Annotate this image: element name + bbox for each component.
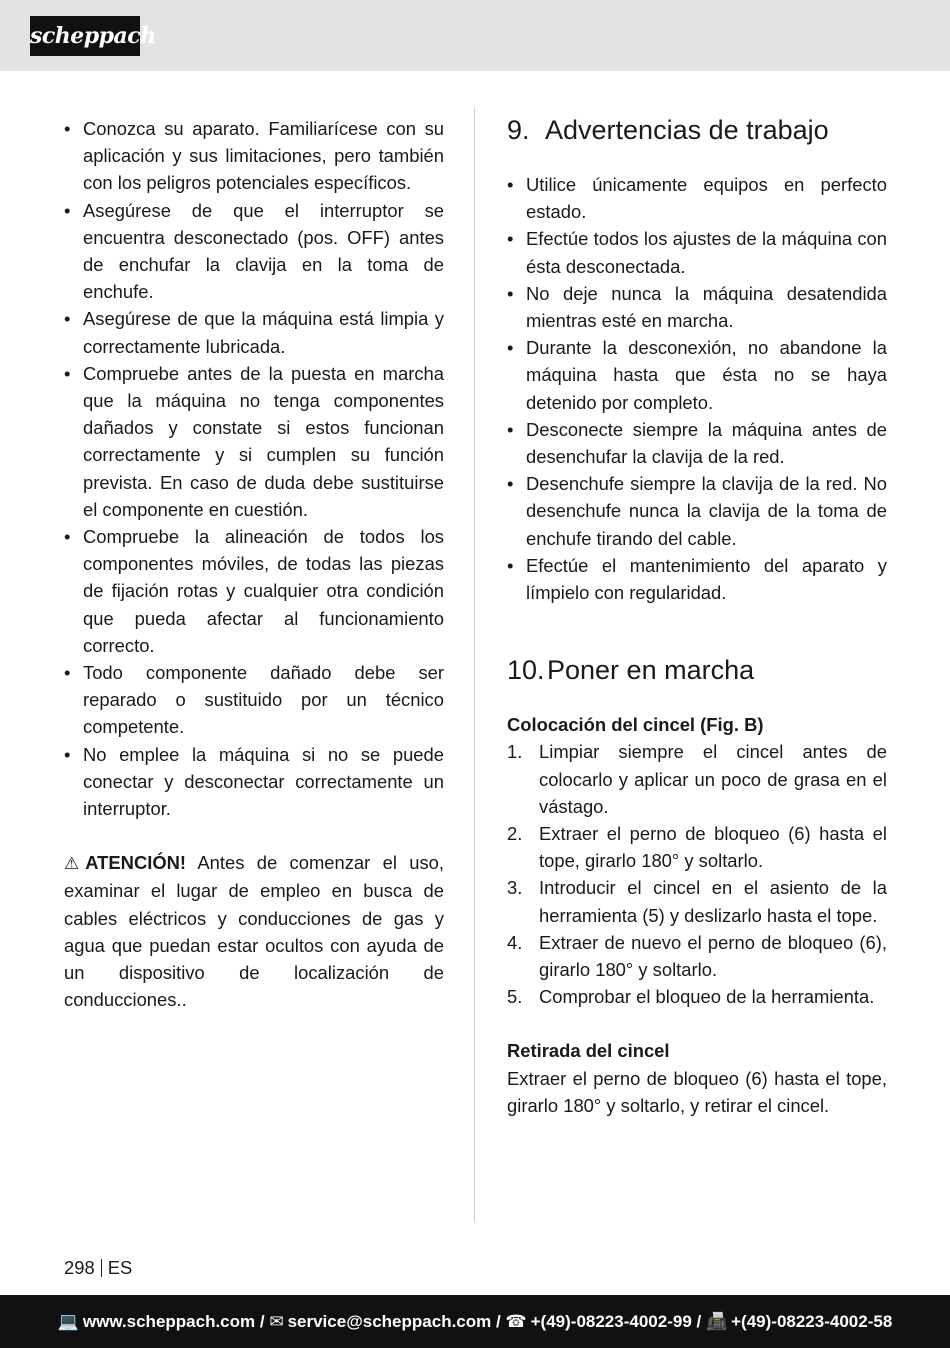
section-title: Poner en marcha: [547, 655, 755, 686]
page-number: [64, 1256, 132, 1280]
fax-number: +(49)-08223-4002-58: [731, 1312, 893, 1331]
chisel-steps-list: [507, 738, 887, 1010]
list-item: [507, 738, 887, 820]
list-item: • No emplee la máquina si no se puede conectar y desconectar correctamente un interruptor.: [64, 741, 444, 823]
step-number: 3.: [507, 877, 523, 899]
language-code: ES: [107, 1257, 133, 1278]
list-item: • Conozca su aparato. Familiarícese con su aplicación y sus limitaciones, pero también con los peligros potenciales específicos.: [64, 115, 444, 197]
list-item: [507, 983, 887, 1010]
computer-icon: 💻: [57, 1312, 79, 1331]
list-item: • Durante la desconexión, no abandone la máquina hasta que ésta no se haya detenido por completo.: [507, 334, 887, 416]
step-text: Limpiar siempre el cincel antes de colocarlo y aplicar un poco de grasa en el vástago.: [539, 741, 887, 817]
list-item: • Asegúrese de que la máquina está limpia y correctamente lubricada.: [64, 305, 444, 359]
section-9-heading: [507, 115, 887, 145]
page-header: [0, 0, 950, 71]
list-item: • Efectúe el mantenimiento del aparato y límpielo con regularidad.: [507, 552, 887, 606]
phone-number: +(49)-08223-4002-99 /: [530, 1312, 702, 1331]
list-item: [507, 874, 887, 928]
list-item: • Efectúe todos los ajustes de la máquina con ésta desconectada.: [507, 225, 887, 279]
left-column: [64, 115, 444, 1014]
step-number: 5.: [507, 986, 523, 1008]
website-link[interactable]: www.scheppach.com /: [82, 1312, 265, 1331]
warning-label: ATENCIÓN!: [85, 852, 187, 874]
step-text: Comprobar el bloqueo de la herramienta.: [539, 986, 875, 1008]
warning-triangle-icon: ⚠: [64, 854, 80, 874]
page-footer: [0, 1295, 950, 1348]
section-10: [507, 655, 887, 1119]
list-item: • Desenchufe siempre la clavija de la red. No desenchufe nunca la clavija de la toma de enchufe tirando del cable.: [507, 470, 887, 552]
warning-text: Antes de comenzar el uso, examinar el lugar de empleo en busca de cables eléctricos y conducciones de gas y agua que puedan estar ocultos con ayuda de un dispositivo de localización de conducciones..: [64, 852, 444, 1011]
subheading-chisel-removal: Retirada del cincel: [507, 1040, 670, 1062]
right-column: [507, 115, 887, 1119]
step-text: Extraer de nuevo el perno de bloqueo (6), girarlo 180° y soltarlo.: [539, 931, 887, 981]
section-title: Advertencias de trabajo: [545, 115, 829, 145]
work-warnings-list: [507, 171, 887, 606]
list-item: [507, 929, 887, 983]
list-item: • Todo componente dañado debe ser reparado o sustituido por un técnico competente.: [64, 659, 444, 741]
list-item: • Asegúrese de que el interruptor se encuentra desconectado (pos. OFF) antes de enchufar la clavija en la toma de enchufe.: [64, 197, 444, 306]
email-link[interactable]: service@scheppach.com /: [287, 1312, 501, 1331]
step-text: Extraer el perno de bloqueo (6) hasta el tope, girarlo 180° y soltarlo.: [539, 823, 887, 872]
step-text: Introducir el cincel en el asiento de la herramienta (5) y deslizarlo hasta el tope.: [539, 877, 887, 926]
column-divider: [474, 108, 475, 1223]
step-number: 2.: [507, 823, 523, 845]
section-number: 10.: [507, 655, 545, 686]
list-item: • No deje nunca la máquina desatendida mientras esté en marcha.: [507, 280, 887, 334]
mail-icon: ✉: [269, 1312, 284, 1331]
phone-icon: ☎: [505, 1312, 527, 1331]
list-item: [507, 820, 887, 874]
list-item: • Compruebe la alineación de todos los componentes móviles, de todas las piezas de fijación rotas y cualquier otra condición que pueda afectar al funcionamiento correcto.: [64, 523, 444, 659]
subheading-chisel-fitting: Colocación del cincel (Fig. B): [507, 714, 764, 736]
fax-icon: 📠: [705, 1312, 728, 1331]
page-number-value: 298: [64, 1257, 95, 1278]
brand-logo: scheppach: [30, 16, 140, 56]
removal-paragraph: Extraer el perno de bloqueo (6) hasta el tope, girarlo 180° y soltarlo, y retirar el cincel.: [507, 1067, 887, 1116]
list-item: • Compruebe antes de la puesta en marcha que la máquina no tenga componentes dañados y constate si estos funcionan correctamente y si cumplen su función prevista. En caso de duda debe sustituirse el componente en cuestión.: [64, 360, 444, 523]
section-number: 9.: [507, 115, 530, 145]
step-number: 4.: [507, 931, 523, 953]
list-item: • Utilice únicamente equipos en perfecto estado.: [507, 171, 887, 225]
section-10-heading: [507, 655, 887, 685]
safety-bullet-list: [64, 115, 444, 822]
page-separator: [101, 1259, 102, 1277]
warning-paragraph: [64, 849, 444, 1013]
list-item: • Desconecte siempre la máquina antes de desenchufar la clavija de la red.: [507, 416, 887, 470]
step-number: 1.: [507, 741, 523, 763]
